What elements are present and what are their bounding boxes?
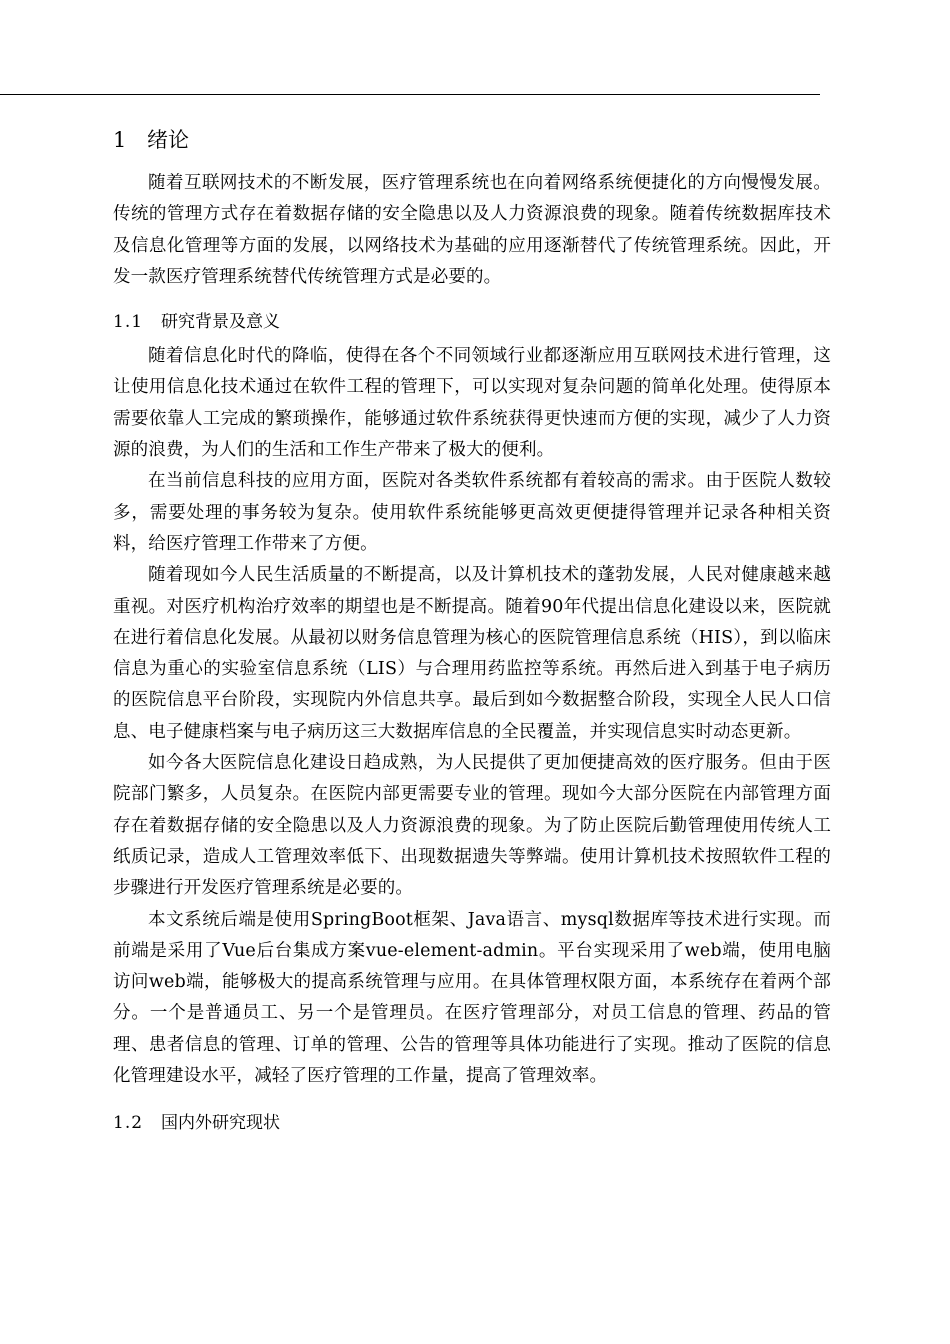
section-title: 国内外研究现状 — [161, 1113, 280, 1134]
section-number: 1.2 — [113, 1113, 144, 1134]
chapter-number: 1 — [113, 128, 127, 152]
section-heading-1-2 — [113, 1110, 831, 1136]
body-paragraph: 本文系统后端是使用SpringBoot框架、Java语言、mysql数据库等技术进行实现。而前端是采用了Vue后台集成方案vue-element-admin。平台实现采用了web端，使用电脑访问web端，能够极大的提高系统管理与应用。在具体管理权限方面，本系统存在着两个部分。一个是普通员工、另一个是管理员。在医疗管理部分，对员工信息的管理、药品的管理、患者信息的管理、订单的管理、公告的管理等具体功能进行了实现。推动了医院的信息化管理建设水平，减轻了医疗管理的工作量，提高了管理效率。 — [113, 909, 831, 1087]
body-paragraph: 如今各大医院信息化建设日趋成熟，为人民提供了更加便捷高效的医疗服务。但由于医院部门繁多，人员复杂。在医院内部更需要专业的管理。现如今大部分医院在内部管理方面存在着数据存储的安全隐患以及人力资源浪费的现象。为了防止医院后勤管理使用传统人工纸质记录，造成人工管理效率低下、出现数据遗失等弊端。使用计算机技术按照软件工程的步骤进行开发医疗管理系统是必要的。 — [113, 753, 831, 899]
page-content — [113, 124, 831, 1142]
body-paragraph: 随着信息化时代的降临，使得在各个不同领域行业都逐渐应用互联网技术进行管理，这让使用信息化技术通过在软件工程的管理下，可以实现对复杂问题的简单化处理。使得原本需要依靠人工完成的繁琐操作，能够通过软件系统获得更快速而方便的实现，减少了人力资源的浪费，为人们的生活和工作生产带来了极大的便利。 — [113, 346, 831, 461]
chapter-title: 绪论 — [147, 128, 189, 152]
body-paragraph: 在当前信息科技的应用方面，医院对各类软件系统都有着较高的需求。由于医院人数较多，需要处理的事务较为复杂。使用软件系统能够更高效更便捷得管理并记录各种相关资料，给医疗管理工作带来了方便。 — [113, 471, 831, 554]
section-title: 研究背景及意义 — [161, 312, 280, 333]
section-number: 1.1 — [113, 312, 144, 333]
intro-paragraph: 随着互联网技术的不断发展，医疗管理系统也在向着网络系统便捷化的方向慢慢发展。传统的管理方式存在着数据存储的安全隐患以及人力资源浪费的现象。随着传统数据库技术及信息化管理等方面的发展，以网络技术为基础的应用逐渐替代了传统管理系统。因此，开发一款医疗管理系统替代传统管理方式是必要的。 — [113, 173, 831, 287]
header-rule — [0, 94, 820, 95]
chapter-heading — [113, 124, 831, 156]
body-paragraph: 随着现如今人民生活质量的不断提高，以及计算机技术的蓬勃发展，人民对健康越来越重视。对医疗机构治疗效率的期望也是不断提高。随着90年代提出信息化建设以来，医院就在进行着信息化发展。从最初以财务信息管理为核心的医院管理信息系统（HIS），到以临床信息为重心的实验室信息系统（LIS）与合理用药监控等系统。再然后进入到基于电子病历的医院信息平台阶段，实现院内外信息共享。最后到如今数据整合阶段，实现全人民人口信息、电子健康档案与电子病历这三大数据库信息的全民覆盖，并实现信息实时动态更新。 — [113, 565, 831, 742]
section-heading-1-1 — [113, 309, 831, 335]
